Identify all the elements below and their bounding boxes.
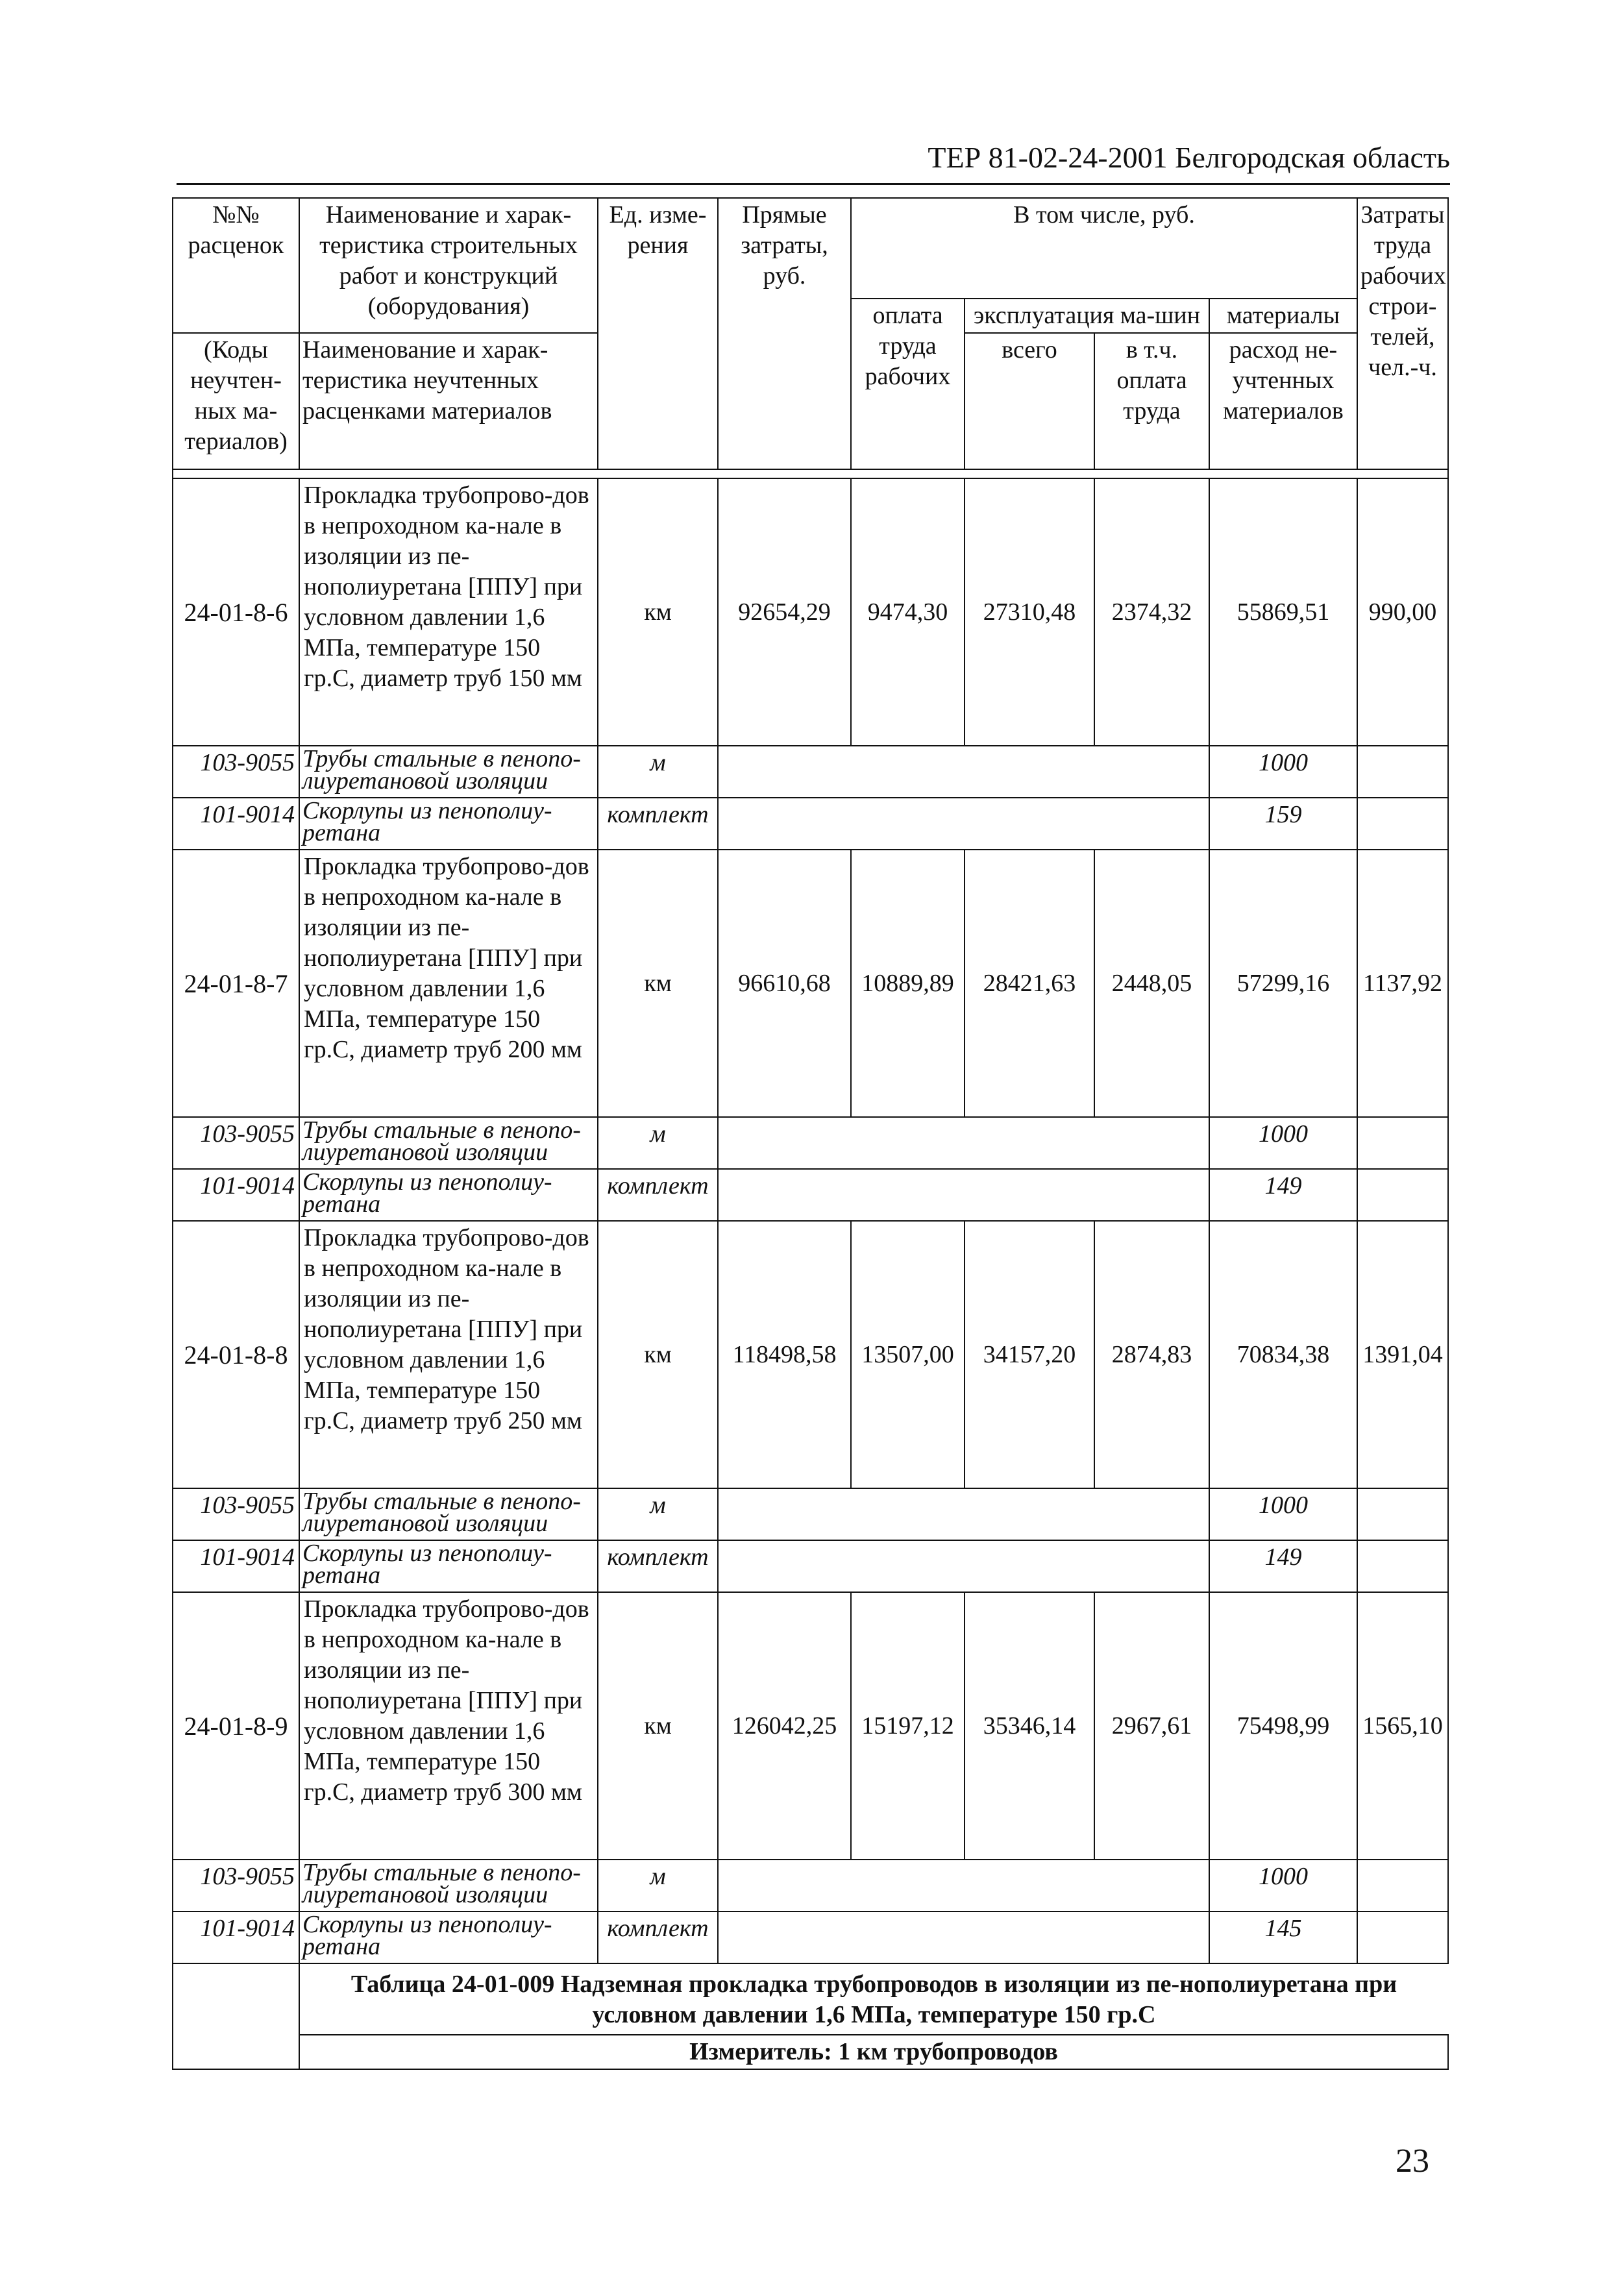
work-machines-total: 27310,48 — [965, 478, 1094, 746]
material-labor-empty — [1357, 798, 1448, 850]
work-wages: 15197,12 — [851, 1592, 965, 1860]
next-table-meter: Измеритель: 1 км трубопроводов — [299, 2035, 1448, 2069]
material-labor-empty — [1357, 1117, 1448, 1169]
material-row — [173, 1860, 1448, 1911]
work-machines-wages: 2374,32 — [1094, 478, 1209, 746]
material-amount: 149 — [1209, 1540, 1357, 1592]
material-row — [173, 1540, 1448, 1592]
material-row — [173, 798, 1448, 850]
material-code: 103-9055 — [173, 1488, 299, 1540]
header-direct: Прямые затраты, руб. — [718, 198, 851, 469]
work-unit: км — [598, 478, 718, 746]
material-unit: комплект — [598, 798, 718, 850]
work-direct: 92654,29 — [718, 478, 851, 746]
material-amount: 1000 — [1209, 1488, 1357, 1540]
work-row — [173, 1592, 1448, 1860]
material-amount: 1000 — [1209, 746, 1357, 798]
material-unit: комплект — [598, 1169, 718, 1221]
work-labor: 1565,10 — [1357, 1592, 1448, 1860]
material-unit: м — [598, 746, 718, 798]
work-row — [173, 850, 1448, 1117]
material-unit: м — [598, 1860, 718, 1911]
work-direct: 118498,58 — [718, 1221, 851, 1488]
header-num-sub: (Коды неучтен-ных ма-териалов) — [173, 333, 299, 469]
header-materials: материалы — [1209, 299, 1357, 333]
material-row — [173, 1117, 1448, 1169]
material-code: 103-9055 — [173, 1860, 299, 1911]
work-labor: 1137,92 — [1357, 850, 1448, 1117]
material-code: 101-9014 — [173, 1169, 299, 1221]
work-wages: 10889,89 — [851, 850, 965, 1117]
document-header: ТЕР 81-02-24-2001 Белгородская область — [928, 141, 1450, 174]
material-blank — [718, 1540, 1209, 1592]
work-machines-wages: 2967,61 — [1094, 1592, 1209, 1860]
header-name — [299, 198, 598, 333]
material-blank — [718, 1488, 1209, 1540]
work-machines-total: 28421,63 — [965, 850, 1094, 1117]
header-spacer-cell — [173, 469, 1448, 478]
work-row — [173, 478, 1448, 746]
header-materials-sub: расход не-учтенных материалов — [1209, 333, 1357, 469]
table-header-row — [173, 198, 1448, 299]
work-name: Прокладка трубопрово-дов в непроходном ка-нале в изоляции из пе-нополиуретана [ППУ] при условном давлении 1,6 МПа, температуре 150 гр.С, диаметр труб 200 мм — [299, 850, 598, 1117]
material-name: Трубы стальные в пенопо-лиуретановой изоляции — [299, 1488, 598, 1540]
material-labor-empty — [1357, 746, 1448, 798]
work-wages: 9474,30 — [851, 478, 965, 746]
work-wages: 13507,00 — [851, 1221, 965, 1488]
work-code: 24-01-8-6 — [173, 478, 299, 746]
work-code: 24-01-8-8 — [173, 1221, 299, 1488]
material-labor-empty — [1357, 1488, 1448, 1540]
work-unit: км — [598, 850, 718, 1117]
material-name: Скорлупы из пенополиу-ретана — [299, 1169, 598, 1221]
material-code: 101-9014 — [173, 798, 299, 850]
work-machines-wages: 2448,05 — [1094, 850, 1209, 1117]
header-unit: Ед. изме-рения — [598, 198, 718, 469]
material-name: Трубы стальные в пенопо-лиуретановой изоляции — [299, 746, 598, 798]
material-labor-empty — [1357, 1911, 1448, 1963]
work-labor: 990,00 — [1357, 478, 1448, 746]
header-num — [173, 198, 299, 333]
material-amount: 145 — [1209, 1911, 1357, 1963]
material-name: Скорлупы из пенополиу-ретана — [299, 1911, 598, 1963]
material-row — [173, 1911, 1448, 1963]
material-name: Трубы стальные в пенопо-лиуретановой изоляции — [299, 1860, 598, 1911]
material-row — [173, 746, 1448, 798]
work-direct: 126042,25 — [718, 1592, 851, 1860]
work-machines-total: 34157,20 — [965, 1221, 1094, 1488]
material-amount: 1000 — [1209, 1117, 1357, 1169]
work-materials: 55869,51 — [1209, 478, 1357, 746]
material-blank — [718, 1860, 1209, 1911]
work-labor: 1391,04 — [1357, 1221, 1448, 1488]
work-name: Прокладка трубопрово-дов в непроходном ка-нале в изоляции из пе-нополиуретана [ППУ] при условном давлении 1,6 МПа, температуре 150 гр.С, диаметр труб 150 мм — [299, 478, 598, 746]
work-materials: 75498,99 — [1209, 1592, 1357, 1860]
material-blank — [718, 1911, 1209, 1963]
material-amount: 1000 — [1209, 1860, 1357, 1911]
material-amount: 149 — [1209, 1169, 1357, 1221]
material-row — [173, 1169, 1448, 1221]
material-code: 101-9014 — [173, 1540, 299, 1592]
material-blank — [718, 1169, 1209, 1221]
work-machines-wages: 2874,83 — [1094, 1221, 1209, 1488]
header-spacer — [173, 469, 1448, 478]
material-row — [173, 1488, 1448, 1540]
header-machines: эксплуатация ма-шин — [965, 299, 1209, 333]
header-rule — [177, 183, 1450, 185]
next-table-meter-row — [173, 2035, 1448, 2069]
material-code: 103-9055 — [173, 746, 299, 798]
next-table-caption-row — [173, 1963, 1448, 2035]
material-code: 103-9055 — [173, 1117, 299, 1169]
work-unit: км — [598, 1592, 718, 1860]
header-wages: оплата труда рабочих — [851, 299, 965, 469]
header-name-sub: Наименование и харак-теристика неучтенных расценками материалов — [299, 333, 598, 469]
header-machines-total: всего — [965, 333, 1094, 469]
caption-left-blank — [173, 1963, 299, 2069]
work-name: Прокладка трубопрово-дов в непроходном ка-нале в изоляции из пе-нополиуретана [ППУ] при условном давлении 1,6 МПа, температуре 150 гр.С, диаметр труб 300 мм — [299, 1592, 598, 1860]
material-code: 101-9014 — [173, 1911, 299, 1963]
work-name: Прокладка трубопрово-дов в непроходном ка-нале в изоляции из пе-нополиуретана [ППУ] при условном давлении 1,6 МПа, температуре 150 гр.С, диаметр труб 250 мм — [299, 1221, 598, 1488]
price-table — [172, 197, 1449, 2070]
material-labor-empty — [1357, 1169, 1448, 1221]
material-blank — [718, 1117, 1209, 1169]
material-name: Трубы стальные в пенопо-лиуретановой изоляции — [299, 1117, 598, 1169]
material-name: Скорлупы из пенополиу-ретана — [299, 1540, 598, 1592]
material-amount: 159 — [1209, 798, 1357, 850]
work-machines-total: 35346,14 — [965, 1592, 1094, 1860]
material-unit: комплект — [598, 1911, 718, 1963]
next-table-caption: Таблица 24-01-009 Надземная прокладка трубопроводов в изоляции из пе-нополиуретана при условном давлении 1,6 МПа, температуре 150 гр.С — [299, 1963, 1448, 2035]
work-code: 24-01-8-7 — [173, 850, 299, 1117]
material-name: Скорлупы из пенополиу-ретана — [299, 798, 598, 850]
material-unit: м — [598, 1488, 718, 1540]
header-including: В том числе, руб. — [851, 198, 1357, 299]
work-row — [173, 1221, 1448, 1488]
material-labor-empty — [1357, 1540, 1448, 1592]
material-labor-empty — [1357, 1860, 1448, 1911]
material-blank — [718, 746, 1209, 798]
page-number: 23 — [1396, 2143, 1429, 2180]
work-materials: 70834,38 — [1209, 1221, 1357, 1488]
header-labor: Затраты труда рабочих строи-телей, чел.-ч. — [1357, 198, 1448, 469]
header-num-label: №№ расценок — [188, 201, 284, 259]
material-blank — [718, 798, 1209, 850]
work-materials: 57299,16 — [1209, 850, 1357, 1117]
work-unit: км — [598, 1221, 718, 1488]
work-code: 24-01-8-9 — [173, 1592, 299, 1860]
work-direct: 96610,68 — [718, 850, 851, 1117]
header-name-label: Наименование и харак-теристика строительных работ и конструкций (оборудования) — [319, 201, 578, 320]
material-unit: м — [598, 1117, 718, 1169]
header-machines-wages: в т.ч. оплата труда — [1094, 333, 1209, 469]
material-unit: комплект — [598, 1540, 718, 1592]
